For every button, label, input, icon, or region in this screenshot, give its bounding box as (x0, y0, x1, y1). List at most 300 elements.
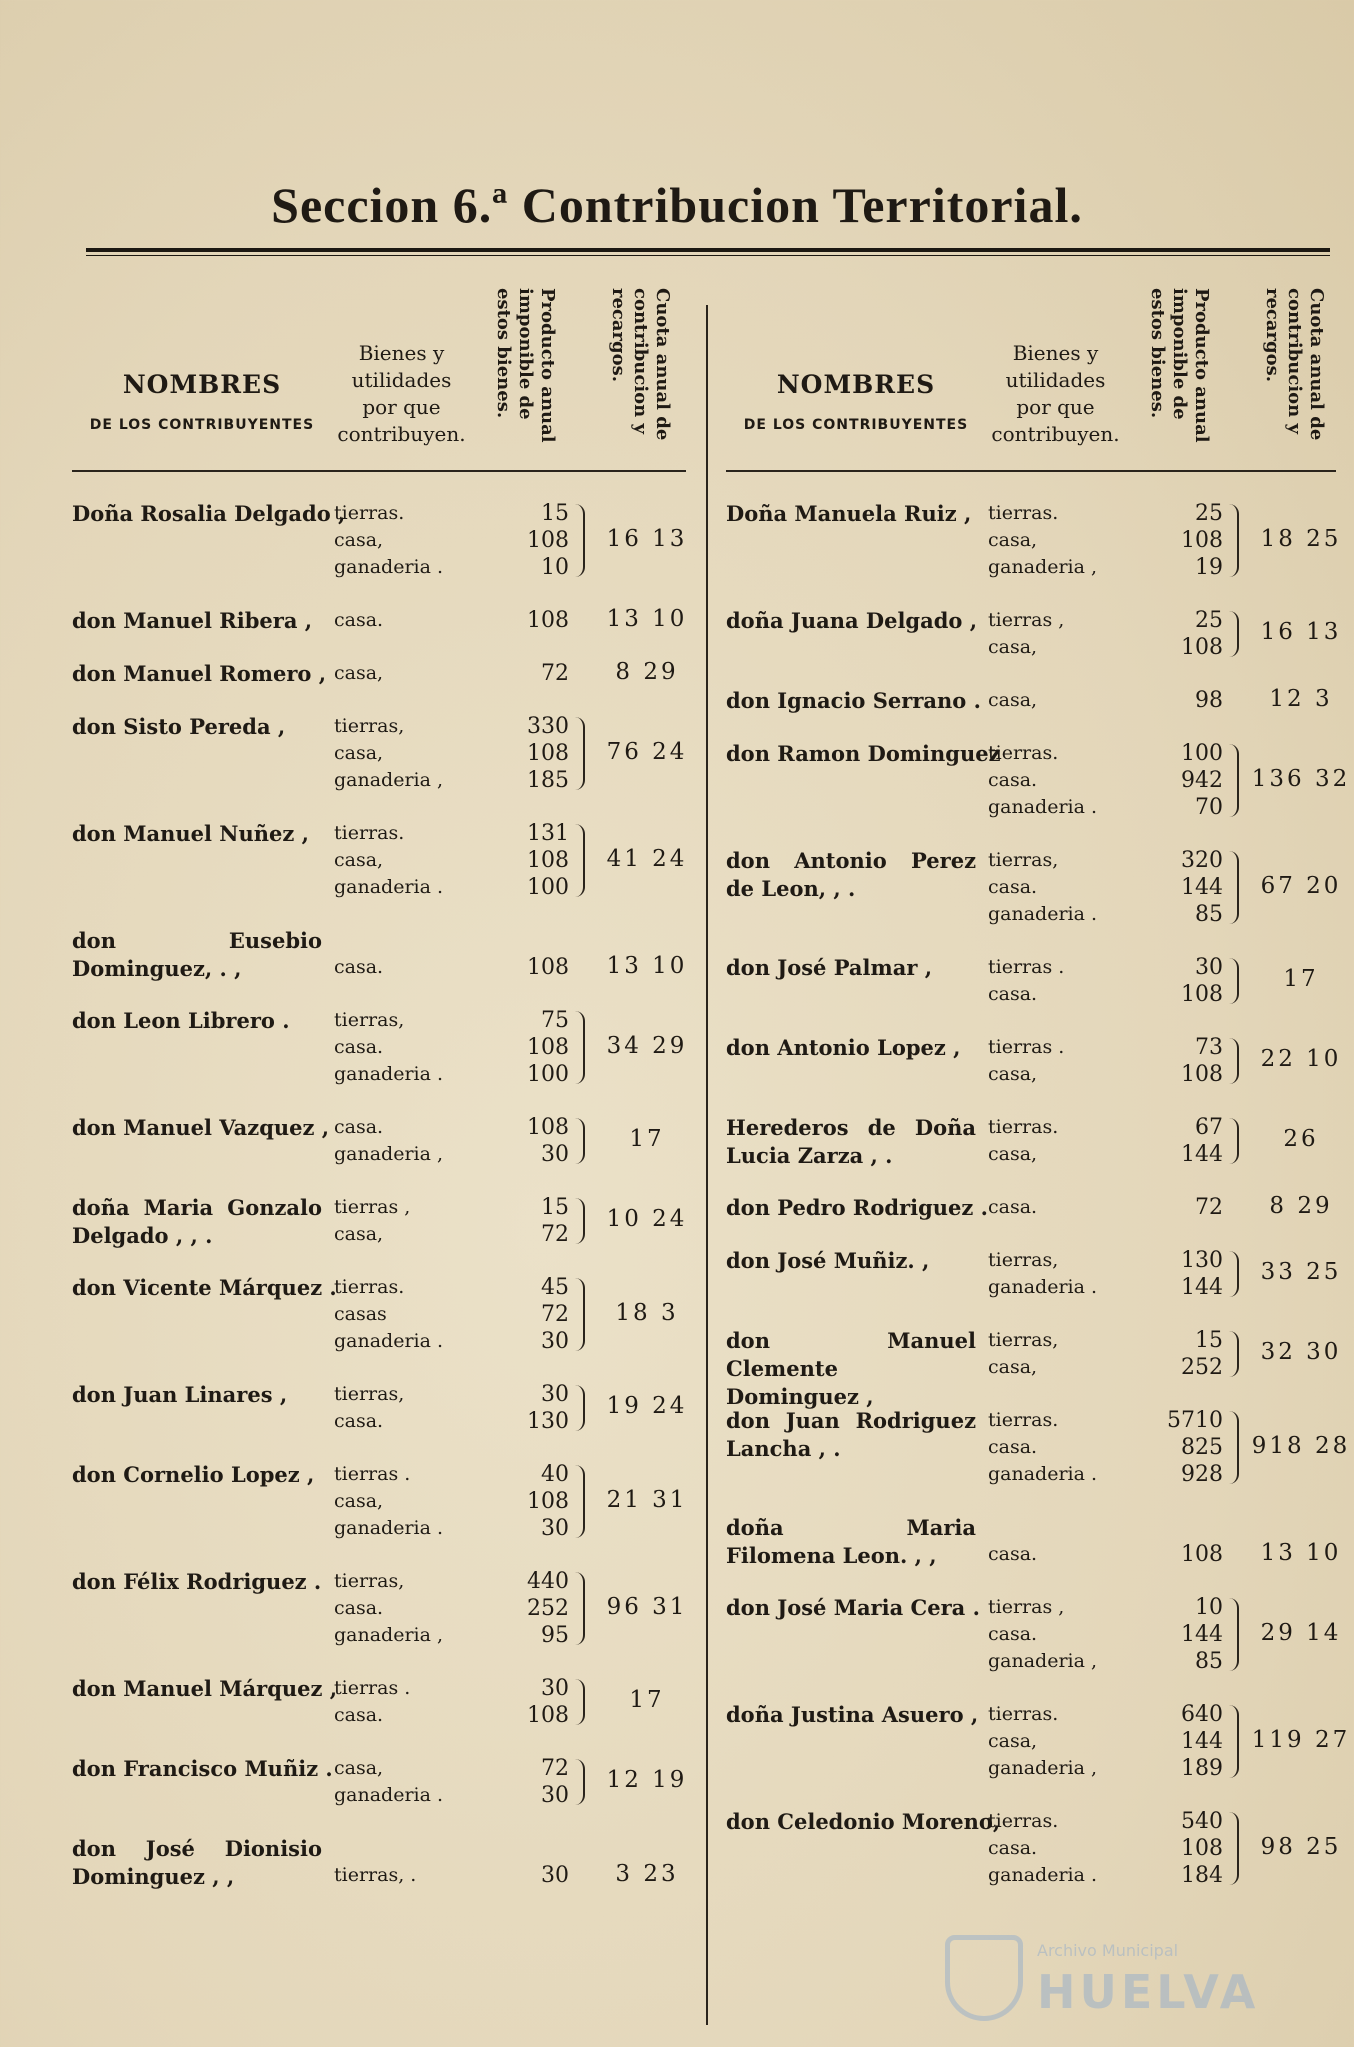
brace-mark (1229, 744, 1239, 817)
bienes-list (988, 687, 1123, 714)
brace-mark (575, 824, 585, 897)
bien-item: tierras . (334, 1677, 411, 1699)
bien-item: tierras. (988, 502, 1059, 524)
producto-value: 108 (527, 1703, 569, 1728)
cuota-value: 34 29 (606, 1032, 688, 1059)
cuota-value: 98 25 (1260, 1833, 1342, 1860)
producto-value: 72 (541, 1302, 569, 1327)
bienes-list (988, 1327, 1123, 1381)
bien-item: tierras , (988, 609, 1065, 631)
brace-mark (575, 1385, 585, 1431)
cuota-value: 17 (629, 1126, 665, 1152)
producto-values (477, 1568, 569, 1649)
bien-item: ganaderia . (334, 556, 444, 578)
producto-values (477, 500, 569, 581)
producto-value: 30 (541, 1783, 569, 1808)
bien-item: ganaderia . (988, 1463, 1098, 1485)
producto-values (1131, 607, 1223, 661)
producto-value: 108 (527, 1115, 569, 1140)
bien-item: ganaderia , (334, 1624, 444, 1646)
cuota-value: 918 28 (1251, 1432, 1351, 1459)
producto-values (1131, 1541, 1223, 1568)
bienes-list (988, 740, 1123, 821)
table-row (72, 1675, 686, 1729)
bien-item: tierras. (334, 502, 405, 524)
producto-values (477, 660, 569, 687)
producto-value: 45 (541, 1275, 569, 1300)
producto-value: 942 (1181, 768, 1223, 793)
contributor-name: Herederos de Doña Lucia Zarza , . (726, 1115, 976, 1168)
contributor-name: doña Maria Gonzalo Delgado , , . (72, 1195, 322, 1248)
bienes-list (334, 1862, 469, 1889)
bienes-list (988, 1594, 1123, 1675)
bienes-list (334, 1461, 469, 1542)
table-row (726, 1808, 1342, 1889)
producto-value: 108 (527, 1489, 569, 1514)
producto-value: 100 (527, 875, 569, 900)
contributor-name: don Vicente Márquez . (72, 1275, 337, 1300)
bien-item: casa. (334, 956, 384, 978)
producto-value: 252 (1181, 1355, 1223, 1380)
producto-value: 72 (541, 1222, 569, 1247)
contributor-name: don José Maria Cera . (726, 1595, 980, 1620)
producto-value: 108 (1181, 1542, 1223, 1567)
producto-value: 330 (527, 714, 569, 739)
contributor-name: don Félix Rodriguez . (72, 1569, 322, 1594)
header-cuota: Cuota anual de contribucion y recargos. (1262, 288, 1327, 441)
brace-mark (575, 1011, 585, 1084)
bien-item: tierras, (334, 1383, 405, 1405)
producto-value: 108 (527, 608, 569, 633)
cuota-value: 13 10 (606, 952, 688, 979)
producto-value: 540 (1181, 1809, 1223, 1834)
producto-value: 928 (1181, 1462, 1223, 1487)
bien-item: ganaderia . (988, 903, 1098, 925)
bien-item: casa. (988, 769, 1038, 791)
table-row (726, 847, 1342, 928)
header-names (72, 370, 332, 433)
bien-item: casa. (988, 1436, 1038, 1458)
bien-item: tierras . (988, 956, 1065, 978)
producto-values (477, 607, 569, 634)
table-row (72, 607, 686, 634)
bienes-list (334, 1568, 469, 1649)
bien-item: tierras . (988, 1036, 1065, 1058)
producto-values (477, 820, 569, 901)
table-row (72, 1194, 686, 1248)
producto-values (477, 1675, 569, 1729)
producto-value: 108 (1181, 982, 1223, 1007)
bienes-list (334, 954, 469, 981)
contributor-name: don Cornelio Lopez , (72, 1462, 315, 1487)
producto-value: 320 (1181, 848, 1223, 873)
contributor-name: don Antonio Perez de Leon, , . (726, 848, 976, 901)
contributor-name: don Manuel Clemente Dominguez , (726, 1328, 976, 1409)
bien-item: ganaderia . (334, 1063, 444, 1085)
producto-value: 131 (527, 821, 569, 846)
brace-mark (1229, 1331, 1239, 1377)
bien-item: tierras. (988, 1116, 1059, 1138)
contributor-name: don Ramon Dominguez (726, 741, 1001, 766)
table-row (72, 660, 686, 687)
bienes-list (334, 1274, 469, 1355)
bien-item: casa, (334, 849, 384, 871)
bien-item: casa. (988, 876, 1038, 898)
bien-item: tierras. (334, 1276, 405, 1298)
bien-item: tierras, (334, 1009, 405, 1031)
header-bienes: Bienes y utilidades por que contribuyen. (991, 341, 1120, 446)
producto-values (1131, 1407, 1223, 1488)
bienes-list (334, 1114, 469, 1168)
watermark-sub: Archivo Municipal (1037, 1941, 1179, 1960)
table-row (726, 500, 1342, 581)
brace-mark (575, 504, 585, 577)
producto-value: 30 (541, 1329, 569, 1354)
producto-values (477, 1194, 569, 1248)
bien-item: tierras. (988, 1810, 1059, 1832)
cuota-value: 19 24 (606, 1393, 688, 1419)
bienes-list (988, 847, 1123, 928)
table-row (726, 1594, 1342, 1675)
table-row (726, 1514, 1342, 1568)
cuota-value: 18 25 (1260, 525, 1342, 552)
producto-value: 108 (1181, 635, 1223, 660)
contributor-name: doña Justina Asuero , (726, 1702, 979, 1727)
producto-value: 108 (527, 741, 569, 766)
bienes-list (334, 1675, 469, 1729)
producto-value: 108 (527, 955, 569, 980)
producto-value: 640 (1181, 1702, 1223, 1727)
cuota-value: 136 32 (1251, 765, 1351, 792)
header-producto: Producto anual imponible de estos bienes. (1147, 288, 1212, 443)
cuota-value: 17 (629, 1687, 665, 1713)
producto-values (1131, 1701, 1223, 1782)
producto-value: 15 (1195, 1328, 1223, 1353)
contributor-name: don Juan Rodriguez Lancha , . (726, 1408, 976, 1461)
bien-item: ganaderia , (988, 556, 1098, 578)
bien-item: ganaderia . (334, 876, 444, 898)
bien-item: tierras, (988, 849, 1059, 871)
producto-value: 72 (541, 661, 569, 686)
cuota-value: 3 23 (615, 1860, 679, 1887)
bien-item: tierras, . (334, 1864, 417, 1886)
bien-item: casa, (334, 1223, 384, 1245)
left-column (72, 280, 688, 1889)
bien-item: casa. (334, 1410, 384, 1432)
table-row (726, 607, 1342, 661)
bien-item: tierras , (988, 1596, 1065, 1618)
producto-value: 85 (1195, 902, 1223, 927)
producto-value: 30 (541, 1676, 569, 1701)
table-row (72, 1568, 686, 1649)
producto-value: 95 (541, 1623, 569, 1648)
bienes-list (334, 713, 469, 794)
brace-mark (575, 1278, 585, 1351)
bienes-list (988, 954, 1123, 1008)
producto-value: 30 (541, 1516, 569, 1541)
table-row (726, 1701, 1351, 1782)
table-row (72, 820, 686, 901)
table-row (726, 1247, 1342, 1301)
bien-item: casa, (334, 662, 384, 684)
bien-item: casa. (988, 1623, 1038, 1645)
producto-value: 108 (1181, 1062, 1223, 1087)
cuota-value: 16 13 (606, 525, 688, 552)
bien-item: tierras, (988, 1329, 1059, 1351)
cuota-value: 67 20 (1260, 872, 1342, 899)
bien-item: casa, (988, 636, 1038, 658)
table-row (726, 1407, 1351, 1488)
table-row (72, 500, 686, 581)
producto-value: 440 (527, 1569, 569, 1594)
bien-item: casa, (334, 529, 384, 551)
cuota-value: 26 (1283, 1126, 1319, 1152)
producto-value: 72 (541, 1756, 569, 1781)
contributor-name: don Ignacio Serrano . (726, 688, 981, 713)
bien-item: casa, (988, 1356, 1038, 1378)
brace-mark (575, 1759, 585, 1805)
contributor-name: don Celedonio Moreno, (726, 1809, 1001, 1834)
producto-values (477, 1461, 569, 1542)
brace-mark (575, 1465, 585, 1538)
bien-item: tierras , (334, 1196, 411, 1218)
producto-values (1131, 1247, 1223, 1301)
contributor-name: don Manuel Márquez , (72, 1676, 338, 1701)
producto-value: 15 (541, 501, 569, 526)
producto-values (477, 1007, 569, 1088)
bien-item: casa. (334, 1036, 384, 1058)
contributor-name: don José Palmar , (726, 955, 933, 980)
table-row (726, 740, 1351, 821)
table-row (72, 1755, 686, 1809)
producto-value: 67 (1195, 1115, 1223, 1140)
brace-mark (575, 1572, 585, 1645)
cuota-value: 21 31 (606, 1486, 688, 1513)
producto-values (1131, 1194, 1223, 1221)
cuota-value: 18 3 (615, 1299, 679, 1326)
cuota-value: 29 14 (1260, 1619, 1342, 1646)
producto-values (477, 1114, 569, 1168)
bienes-list (334, 500, 469, 581)
producto-value: 25 (1195, 501, 1223, 526)
bienes-list (334, 1007, 469, 1088)
bien-item: ganaderia , (334, 1143, 444, 1165)
brace-mark (1229, 1411, 1239, 1484)
producto-values (1131, 1034, 1223, 1088)
header-names (726, 370, 986, 433)
bien-item: casa. (334, 609, 384, 631)
producto-values (1131, 1327, 1223, 1381)
producto-value: 98 (1195, 688, 1223, 713)
contributor-name: Doña Manuela Ruiz , (726, 501, 972, 526)
table-row (726, 1034, 1342, 1088)
bien-item: casa. (988, 983, 1038, 1005)
bienes-list (988, 1808, 1123, 1889)
watermark-main: HUELVA (1037, 1965, 1260, 2019)
cuota-value: 13 10 (1260, 1539, 1342, 1566)
producto-value: 72 (1195, 1195, 1223, 1220)
bien-item: ganaderia . (988, 1276, 1098, 1298)
brace-mark (1229, 958, 1239, 1004)
bien-item: tierras, (334, 1570, 405, 1592)
bienes-list (334, 1381, 469, 1435)
contributor-name: don Pedro Rodriguez . (726, 1195, 988, 1220)
cuota-value: 119 27 (1251, 1726, 1351, 1753)
bien-item: casas (334, 1303, 387, 1325)
producto-value: 108 (1181, 528, 1223, 553)
producto-value: 30 (541, 1142, 569, 1167)
cuota-value: 13 10 (606, 605, 688, 632)
table-row (726, 687, 1336, 714)
bienes-list (988, 1701, 1123, 1782)
producto-value: 185 (527, 768, 569, 793)
producto-value: 15 (541, 1195, 569, 1220)
bien-item: tierras. (988, 1409, 1059, 1431)
bienes-list (988, 1194, 1123, 1221)
producto-value: 144 (1181, 875, 1223, 900)
producto-values (1131, 500, 1223, 581)
bienes-list (988, 1034, 1123, 1088)
bien-item: casa, (988, 1143, 1038, 1165)
bien-item: tierras, (334, 715, 405, 737)
cuota-value: 33 25 (1260, 1259, 1342, 1285)
producto-values (477, 1381, 569, 1435)
table-row (726, 1114, 1336, 1168)
bien-item: casa. (988, 1543, 1038, 1565)
cuota-value: 10 24 (606, 1206, 688, 1232)
bien-item: casa, (334, 742, 384, 764)
brace-mark (575, 717, 585, 790)
producto-value: 100 (1181, 741, 1223, 766)
producto-values (1131, 1594, 1223, 1675)
contributor-name: don Eusebio Dominguez, . , (72, 928, 322, 981)
brace-mark (1229, 1598, 1239, 1671)
producto-value: 19 (1195, 555, 1223, 580)
bien-item: tierras. (334, 822, 405, 844)
page-title: Seccion 6.ª Contribucion Territorial. (271, 177, 1083, 233)
cuota-value: 8 29 (615, 658, 679, 685)
bien-item: ganaderia , (988, 1650, 1098, 1672)
contributor-name: don Manuel Ribera , (72, 608, 313, 633)
contributor-name: don Francisco Muñiz . (72, 1756, 333, 1781)
producto-value: 144 (1181, 1142, 1223, 1167)
producto-values (1131, 740, 1223, 821)
header-bienes: Bienes y utilidades por que contribuyen. (337, 341, 466, 446)
bienes-list (988, 1247, 1123, 1301)
contributor-name: doña Maria Filomena Leon. , , (726, 1515, 976, 1568)
contributor-name: don Juan Linares , (72, 1382, 288, 1407)
bienes-list (334, 820, 469, 901)
cuota-value: 32 30 (1260, 1339, 1342, 1365)
producto-value: 252 (527, 1596, 569, 1621)
producto-values (477, 713, 569, 794)
brace-mark (1229, 1705, 1239, 1778)
bien-item: tierras. (988, 1703, 1059, 1725)
producto-value: 130 (1181, 1248, 1223, 1273)
bien-item: ganaderia , (334, 769, 444, 791)
producto-value: 73 (1195, 1035, 1223, 1060)
producto-value: 70 (1195, 795, 1223, 820)
bien-item: ganaderia . (988, 1864, 1098, 1886)
brace-mark (1229, 1251, 1239, 1297)
bien-item: tierras . (334, 1463, 411, 1485)
bien-item: casa, (988, 689, 1038, 711)
brace-mark (575, 1118, 585, 1164)
bienes-list (334, 660, 469, 687)
bien-item: ganaderia . (334, 1517, 444, 1539)
table-row (72, 1274, 686, 1355)
producto-value: 10 (1195, 1595, 1223, 1620)
bien-item: casa, (988, 1063, 1038, 1085)
brace-mark (1229, 611, 1239, 657)
producto-value: 189 (1181, 1756, 1223, 1781)
header-names-subtitle: DE LOS CONTRIBUYENTES (89, 417, 315, 433)
cuota-value: 96 31 (606, 1593, 688, 1620)
table-row (72, 1461, 686, 1542)
bien-item: tierras, (988, 1249, 1059, 1271)
contributor-name: don José Muñiz. , (726, 1248, 930, 1273)
bien-item: casa, (988, 529, 1038, 551)
contributor-name: don Manuel Romero , (72, 661, 327, 686)
bienes-list (334, 1755, 469, 1809)
cuota-value: 76 24 (606, 738, 688, 765)
bien-item: casa, (988, 1730, 1038, 1752)
producto-value: 130 (527, 1409, 569, 1434)
brace-mark (1229, 851, 1239, 924)
producto-values (477, 954, 569, 981)
producto-values (477, 1862, 569, 1889)
contributor-name: doña Juana Delgado , (726, 608, 978, 633)
brace-mark (1229, 1038, 1239, 1084)
archive-watermark (945, 1935, 1305, 2025)
cuota-value: 16 13 (1260, 619, 1342, 645)
producto-value: 5710 (1167, 1408, 1223, 1433)
bien-item: casa, (334, 1757, 384, 1779)
producto-value: 144 (1181, 1729, 1223, 1754)
table-row (726, 1194, 1336, 1221)
contributor-name: don Sisto Pereda , (72, 714, 286, 739)
table-header (72, 280, 686, 472)
producto-values (1131, 954, 1223, 1008)
title-rule (86, 248, 1330, 256)
bien-item: tierras. (988, 742, 1059, 764)
right-column (726, 280, 1351, 1888)
table-row (72, 1835, 686, 1889)
bien-item: casa. (334, 1597, 384, 1619)
header-names-subtitle: DE LOS CONTRIBUYENTES (743, 417, 969, 433)
cuota-value: 12 3 (1269, 685, 1333, 712)
table-header (726, 280, 1336, 472)
cuota-value: 12 19 (606, 1767, 688, 1793)
producto-value: 108 (527, 1035, 569, 1060)
bienes-list (334, 1194, 469, 1248)
bienes-list (988, 607, 1123, 661)
cuota-value: 17 (1283, 966, 1319, 992)
producto-value: 85 (1195, 1649, 1223, 1674)
cuota-value: 41 24 (606, 845, 688, 872)
cuota-value: 22 10 (1260, 1046, 1342, 1072)
bien-item: casa. (334, 1116, 384, 1138)
producto-value: 108 (527, 528, 569, 553)
contributor-name: don Leon Librero . (72, 1008, 290, 1033)
cuota-value: 8 29 (1269, 1192, 1333, 1219)
bienes-list (988, 1541, 1123, 1568)
contributor-name: don Manuel Vazquez , (72, 1115, 330, 1140)
producto-value: 100 (527, 1062, 569, 1087)
producto-value: 75 (541, 1008, 569, 1033)
producto-value: 30 (541, 1382, 569, 1407)
producto-value: 10 (541, 555, 569, 580)
